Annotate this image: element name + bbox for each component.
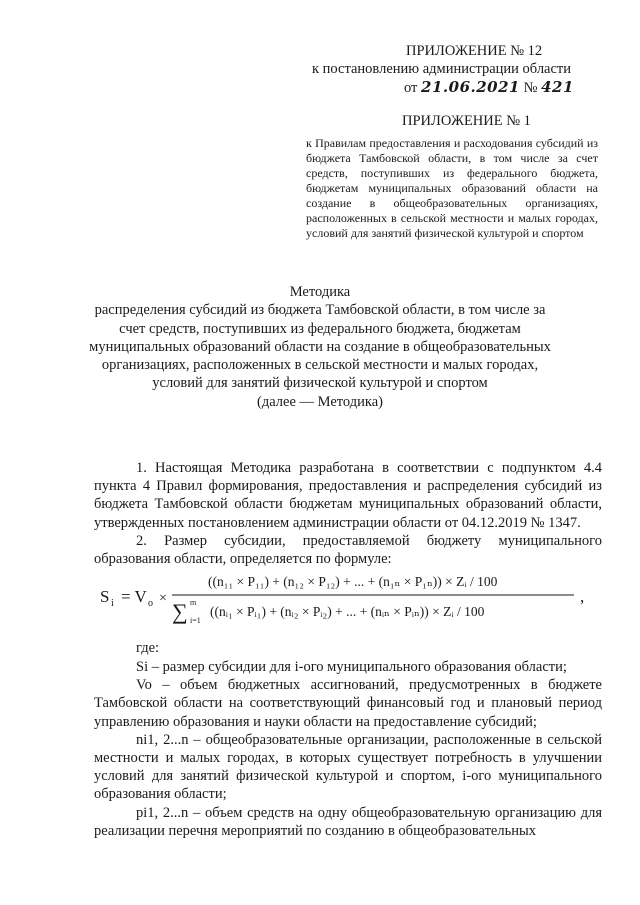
paragraph-1: 1. Настоящая Методика разработана в соответствии с подпунктом 4.4 пункта 4 Правил формирования, предоставления и распределения субсидий из бюджета Тамбовской области бюджетам муниципальных образований области, утвержденных постановлением администрации области от 04.12.2019 № 1347. [94,460,602,531]
subsidy-formula [96,566,606,628]
appendix-12-resolution: к постановлению администрации области [312,61,572,77]
definition-vo: Vo – объем бюджетных ассигнований, предусмотренных в бюджете Тамбовской области на соответствующий финансовый год и плановый период управлению образования и науки области на предоставление субсидий; [94,677,602,730]
title-line-7: (далее — Методика) [257,393,383,410]
formula-denominator: ((nᵢ₁ × Pᵢ₁) + (nᵢ₂ × Pᵢ₂) + ... + (nᵢₙ × Pᵢₙ)) × Zᵢ / 100 [210,604,485,619]
appendix-12-date-line [312,78,588,97]
formula-lhs-sub: i [111,598,114,609]
appendix-1-subtitle: к Правилам предоставления и расходования субсидий из бюджета Тамбовской области, в том числе за счет средств, поступивших из федерального бюджета, бюджетам муниципальных образований области на создание в общеобразовательных организациях, расположенных в сельской местности и малых городах, условий для занятий физической культурой и спортом [306,136,598,240]
handwritten-number: 421 [541,78,574,96]
where-label: где: [136,640,160,656]
definitions [94,658,602,840]
sum-upper: m [190,598,197,607]
number-label: № [523,80,538,96]
appendix-1-block [306,112,598,241]
title-line-2: распределения субсидий из бюджета Тамбовской области, в том числе за [94,302,546,319]
definition-si: Si – размер субсидии для i-ого муниципального образования области; [136,659,567,675]
formula-times: × [159,591,167,606]
appendix-1-title: ПРИЛОЖЕНИЕ № 1 [402,113,531,129]
sum-lower: i=1 [190,616,201,625]
formula-comma: , [580,587,585,606]
sum-symbol: ∑ [172,599,188,624]
title-line-5: организациях, расположенных в сельской местности и малых городах, [101,357,539,374]
formula-lhs: S [100,587,110,606]
paragraph-2: 2. Размер субсидии, предоставляемой бюджету муниципального образования области, определяется по формуле: [94,533,602,568]
formula-eq: = V [121,587,147,606]
methodology-title [86,283,554,411]
title-line-4: муниципальных образований области на создание в общеобразовательных [89,338,551,355]
appendix-12-title: ПРИЛОЖЕНИЕ № 12 [406,43,543,59]
formula-v-sub: o [148,598,153,609]
title-line-3: счет средств, поступивших из федерального бюджета, бюджетам [119,320,521,337]
appendix-12-block [312,42,588,97]
title-line-1: Методика [289,284,351,300]
from-label: от [404,80,418,96]
definition-ni: ni1, 2...n – общеобразовательные организации, расположенные в сельской местности и малых городах, в которых существует потребность в улучшении условий для занятий физической культурой и спортом, i-ого муниципального образования области; [94,731,602,803]
handwritten-date: 21.06.2021 [421,78,520,96]
formula-numerator: ((n₁₁ × P₁₁) + (n₁₂ × P₁₂) + ... + (n₁ₙ × P₁ₙ)) × Zᵢ / 100 [208,574,498,589]
title-line-6: условий для занятий физической культурой и спортом [152,375,488,392]
definition-pi: pi1, 2...n – объем средств на одну общеобразовательную организацию для реализации перечня мероприятий по созданию в общеобразовательных [94,804,602,839]
